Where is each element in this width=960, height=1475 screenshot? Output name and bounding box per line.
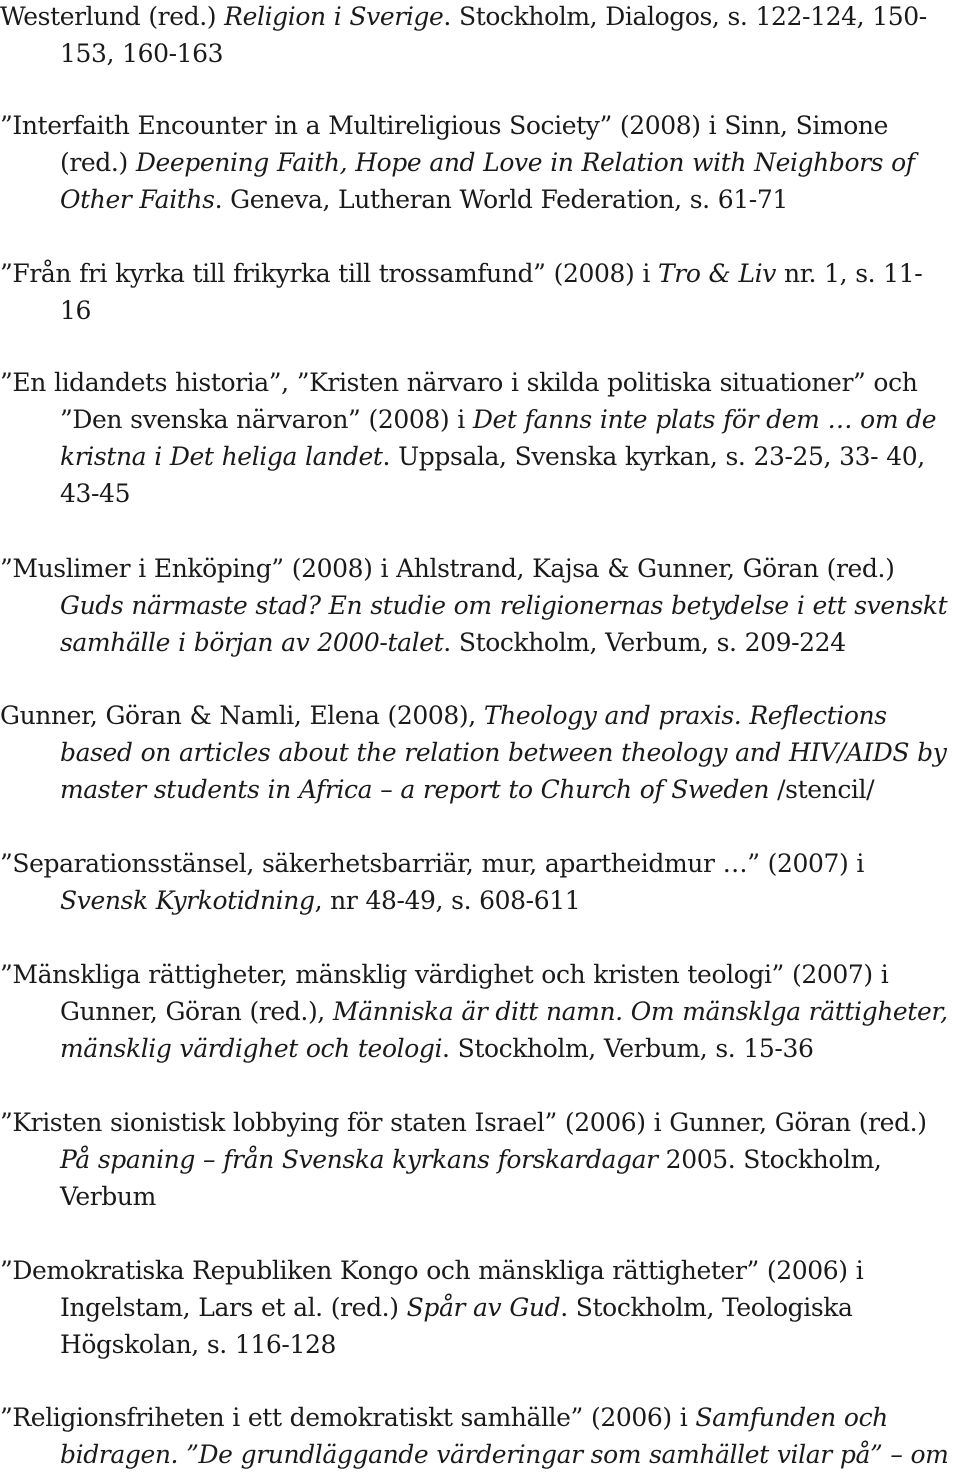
reference-entry: ”Muslimer i Enköping” (2008) i Ahlstrand, Kajsa & Gunner, Göran (red.) Guds närmaste stad? En studie om religionernas betydelse i ett svenskt samhälle i början av 2000-talet. Stockholm, Verbum, s. 209-224 <box>0 554 948 657</box>
reference-entry: ”Religionsfriheten i ett demokratiskt samhälle” (2006) i Samfunden och bidragen. ”De grundläggande värderingar som samhället vilar på” – om <box>0 1403 949 1469</box>
reference-entry: ”Kristen sionistisk lobbying för staten Israel” (2006) i Gunner, Göran (red.) På spaning – från Svenska kyrkans forskardagar 2005. Stockholm, Verbum <box>0 1108 927 1211</box>
reference-entry: ”Separationsstänsel, säkerhetsbarriär, mur, apartheidmur …” (2007) i Svensk Kyrkotidning, nr 48-49, s. 608-611 <box>0 849 865 915</box>
reference-entry: Westerlund (red.) Religion i Sverige. Stockholm, Dialogos, s. 122-124, 150-153, 160-163 <box>0 2 927 68</box>
reference-entry: ”Från fri kyrka till frikyrka till trossamfund” (2008) i Tro & Liv nr. 1, s. 11-16 <box>0 259 923 325</box>
reference-entry: ”Demokratiska Republiken Kongo och mänskliga rättigheter” (2006) i Ingelstam, Lars et al. (red.) Spår av Gud. Stockholm, Teologiska Högskolan, s. 116-128 <box>0 1256 864 1359</box>
reference-entry: Gunner, Göran & Namli, Elena (2008), Theology and praxis. Reflections based on articles about the relation between theology and HIV/AIDS by master students in Africa – a report to Church of Sweden /stencil/ <box>0 701 947 804</box>
reference-entry: ”En lidandets historia”, ”Kristen närvaro i skilda politiska situationer” och ”Den svenska närvaron” (2008) i Det fanns inte plats för dem … om de kristna i Det heliga landet. Uppsala, Svenska kyrkan, s. 23-25, 33- 40, 43-45 <box>0 368 937 508</box>
reference-entry: ”Mänskliga rättigheter, mänsklig värdighet och kristen teologi” (2007) i Gunner, Göran (red.), Människa är ditt namn. Om mänsklga rättigheter, mänsklig värdighet och teologi. Stockholm, Verbum, s. 15-36 <box>0 960 948 1063</box>
reference-entry: ”Interfaith Encounter in a Multireligious Society” (2008) i Sinn, Simone (red.) Deepening Faith, Hope and Love in Relation with Neighbors of Other Faiths. Geneva, Lutheran World Federation, s. 61-71 <box>0 111 915 214</box>
